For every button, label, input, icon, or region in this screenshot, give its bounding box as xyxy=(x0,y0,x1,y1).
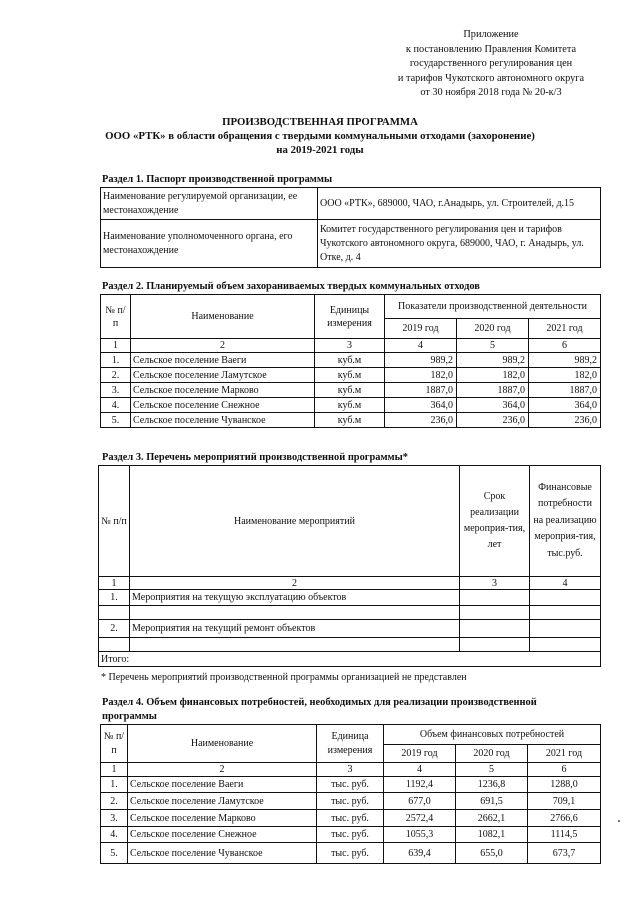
index-cell: 2 xyxy=(128,763,317,777)
index-row xyxy=(101,339,601,353)
row-name: Сельское поселение Снежное xyxy=(128,827,317,843)
row-name: Сельское поселение Чуванское xyxy=(131,413,315,428)
passport-label: Наименование регулируемой организации, ее местонахождение xyxy=(101,188,318,220)
empty-cell xyxy=(460,620,530,638)
table-row xyxy=(101,368,601,383)
row-value: 236,0 xyxy=(385,413,457,428)
col-header-num: № п/п xyxy=(99,466,130,577)
col-header-unit: Единицы измерения xyxy=(315,295,385,339)
section-3-heading: Раздел 3. Перечень мероприятий производственной программы* xyxy=(102,452,408,463)
row-value: 182,0 xyxy=(385,368,457,383)
table-row xyxy=(101,398,601,413)
row-name: Сельское поселение Ламутское xyxy=(128,793,317,810)
row-name: Мероприятия на текущий ремонт объектов xyxy=(130,620,460,638)
table-row xyxy=(99,590,601,606)
appendix-line: государственного регулирования цен xyxy=(409,58,573,70)
document-period: на 2019-2021 годы xyxy=(276,144,364,156)
row-value: 236,0 xyxy=(529,413,601,428)
index-cell: 4 xyxy=(385,339,457,353)
col-header-num: № п/п xyxy=(101,725,128,763)
row-name: Сельское поселение Марково xyxy=(131,383,315,398)
section-4-heading: Раздел 4. Объем финансовых потребностей, необходимых для реализации производственной xyxy=(102,697,537,708)
row-num: 5. xyxy=(101,413,131,428)
row-unit: куб.м xyxy=(315,353,385,368)
row-unit: куб.м xyxy=(315,368,385,383)
row-num: 1. xyxy=(99,590,130,606)
col-header-group: Объем финансовых потребностей xyxy=(384,725,601,745)
col-header-num: № п/п xyxy=(101,295,131,339)
row-name: Сельское поселение Марково xyxy=(128,810,317,827)
empty-cell xyxy=(99,638,130,652)
row-value: 1887,0 xyxy=(385,383,457,398)
col-header-unit: Единица измерения xyxy=(317,725,384,763)
index-cell: 1 xyxy=(101,763,128,777)
table-row xyxy=(101,777,601,793)
index-cell: 4 xyxy=(384,763,456,777)
col-header-name: Наименование мероприятий xyxy=(130,466,460,577)
table-row xyxy=(101,220,601,268)
row-value: 236,0 xyxy=(457,413,529,428)
col-header-name: Наименование xyxy=(128,725,317,763)
index-cell: 3 xyxy=(460,577,530,590)
table-row xyxy=(99,620,601,638)
volume-table xyxy=(100,294,601,428)
document-subtitle: ООО «РТК» в области обращения с твердыми коммунальными отходами (захоронение) xyxy=(105,130,535,142)
total-row xyxy=(99,652,601,667)
table-row xyxy=(99,606,601,620)
row-num: 5. xyxy=(101,843,128,864)
index-cell: 5 xyxy=(457,339,529,353)
row-num: 1. xyxy=(101,777,128,793)
row-value: 677,0 xyxy=(384,793,456,810)
row-num: 1. xyxy=(101,353,131,368)
table-row xyxy=(101,383,601,398)
row-value: 639,4 xyxy=(384,843,456,864)
empty-cell xyxy=(460,638,530,652)
total-label: Итого: xyxy=(99,652,601,667)
empty-cell xyxy=(530,638,601,652)
empty-cell xyxy=(130,606,460,620)
index-cell: 3 xyxy=(317,763,384,777)
table-header-row xyxy=(99,466,601,577)
row-value: 364,0 xyxy=(529,398,601,413)
row-unit: куб.м xyxy=(315,398,385,413)
row-num: 4. xyxy=(101,827,128,843)
appendix-line: от 30 ноября 2018 года № 20-к/3 xyxy=(420,87,562,99)
col-header-name: Наименование xyxy=(131,295,315,339)
col-header-year: 2019 год xyxy=(385,319,457,339)
table-header-row xyxy=(101,295,601,319)
finance-table xyxy=(100,724,601,864)
row-value: 2572,4 xyxy=(384,810,456,827)
table-row xyxy=(101,827,601,843)
row-name: Сельское поселение Ваеги xyxy=(128,777,317,793)
appendix-block xyxy=(360,28,622,101)
row-num: 2. xyxy=(101,793,128,810)
row-num: 2. xyxy=(99,620,130,638)
table-row xyxy=(101,843,601,864)
row-name: Мероприятия на текущую эксплуатацию объектов xyxy=(130,590,460,606)
row-value: 182,0 xyxy=(457,368,529,383)
col-header-year: 2019 год xyxy=(384,745,456,763)
appendix-line: и тарифов Чукотского автономного округа xyxy=(397,72,585,84)
row-num: 3. xyxy=(101,810,128,827)
row-value: 691,5 xyxy=(456,793,528,810)
row-unit: тыс. руб. xyxy=(317,810,384,827)
col-header-year: 2021 год xyxy=(528,745,601,763)
passport-table xyxy=(100,187,601,268)
row-name: Сельское поселение Снежное xyxy=(131,398,315,413)
col-header-group: Показатели производственной деятельности xyxy=(385,295,601,319)
passport-value: ООО «РТК», 689000, ЧАО, г.Анадырь, ул. Строителей, д.15 xyxy=(318,188,601,220)
empty-cell xyxy=(530,590,601,606)
passport-label: Наименование уполномоченного органа, его местонахождение xyxy=(101,220,318,268)
empty-cell xyxy=(530,606,601,620)
row-unit: тыс. руб. xyxy=(317,793,384,810)
row-value: 1082,1 xyxy=(456,827,528,843)
index-cell: 4 xyxy=(530,577,601,590)
row-unit: тыс. руб. xyxy=(317,843,384,864)
row-name: Сельское поселение Ламутское xyxy=(131,368,315,383)
scan-speck xyxy=(618,820,620,822)
row-value: 655,0 xyxy=(456,843,528,864)
col-header-finance: Финансовые потребности на реализацию мероприя-тия, тыс.руб. xyxy=(530,466,601,577)
row-value: 1288,0 xyxy=(528,777,601,793)
row-value: 1236,8 xyxy=(456,777,528,793)
index-cell: 2 xyxy=(130,577,460,590)
index-row xyxy=(101,763,601,777)
row-value: 1887,0 xyxy=(457,383,529,398)
col-header-year: 2021 год xyxy=(529,319,601,339)
index-cell: 5 xyxy=(456,763,528,777)
index-cell: 1 xyxy=(101,339,131,353)
row-value: 364,0 xyxy=(385,398,457,413)
row-value: 1114,5 xyxy=(528,827,601,843)
empty-cell xyxy=(460,606,530,620)
row-name: Сельское поселение Ваеги xyxy=(131,353,315,368)
row-unit: тыс. руб. xyxy=(317,777,384,793)
row-value: 2766,6 xyxy=(528,810,601,827)
row-value: 673,7 xyxy=(528,843,601,864)
section-4-heading-cont: программы xyxy=(102,711,157,722)
col-header-year: 2020 год xyxy=(456,745,528,763)
index-cell: 1 xyxy=(99,577,130,590)
table-row xyxy=(101,353,601,368)
row-value: 989,2 xyxy=(457,353,529,368)
empty-cell xyxy=(99,606,130,620)
row-value: 989,2 xyxy=(385,353,457,368)
row-value: 989,2 xyxy=(529,353,601,368)
empty-cell xyxy=(460,590,530,606)
section-1-heading: Раздел 1. Паспорт производственной программы xyxy=(102,174,333,185)
row-value: 182,0 xyxy=(529,368,601,383)
table-row xyxy=(99,638,601,652)
table-row xyxy=(101,188,601,220)
table-header-row xyxy=(101,725,601,745)
section-2-heading: Раздел 2. Планируемый объем захораниваемых твердых коммунальных отходов xyxy=(102,281,480,292)
footnote: * Перечень мероприятий производственной программы организацией не представлен xyxy=(101,672,467,683)
row-value: 1192,4 xyxy=(384,777,456,793)
index-cell: 3 xyxy=(315,339,385,353)
table-row xyxy=(101,810,601,827)
empty-cell xyxy=(130,638,460,652)
index-cell: 6 xyxy=(528,763,601,777)
row-value: 1887,0 xyxy=(529,383,601,398)
col-header-year: 2020 год xyxy=(457,319,529,339)
document-title: ПРОИЗВОДСТВЕННАЯ ПРОГРАММА xyxy=(222,116,418,128)
row-value: 1055,3 xyxy=(384,827,456,843)
index-row xyxy=(99,577,601,590)
passport-value: Комитет государственного регулирования цен и тарифов Чукотского автономного округа, 689000, ЧАО, г. Анадырь, ул. Отке, д. 4 xyxy=(318,220,601,268)
row-value: 709,1 xyxy=(528,793,601,810)
row-value: 364,0 xyxy=(457,398,529,413)
row-value: 2662,1 xyxy=(456,810,528,827)
table-row xyxy=(101,413,601,428)
row-unit: куб.м xyxy=(315,383,385,398)
empty-cell xyxy=(530,620,601,638)
appendix-line: Приложение xyxy=(463,29,519,40)
col-header-term: Срок реализации мероприя-тия, лет xyxy=(460,466,530,577)
row-num: 2. xyxy=(101,368,131,383)
index-cell: 6 xyxy=(529,339,601,353)
measures-table xyxy=(98,465,601,667)
appendix-line: к постановлению Правления Комитета xyxy=(405,43,577,55)
table-row xyxy=(101,793,601,810)
row-num: 4. xyxy=(101,398,131,413)
index-cell: 2 xyxy=(131,339,315,353)
row-unit: куб.м xyxy=(315,413,385,428)
row-name: Сельское поселение Чуванское xyxy=(128,843,317,864)
row-num: 3. xyxy=(101,383,131,398)
row-unit: тыс. руб. xyxy=(317,827,384,843)
